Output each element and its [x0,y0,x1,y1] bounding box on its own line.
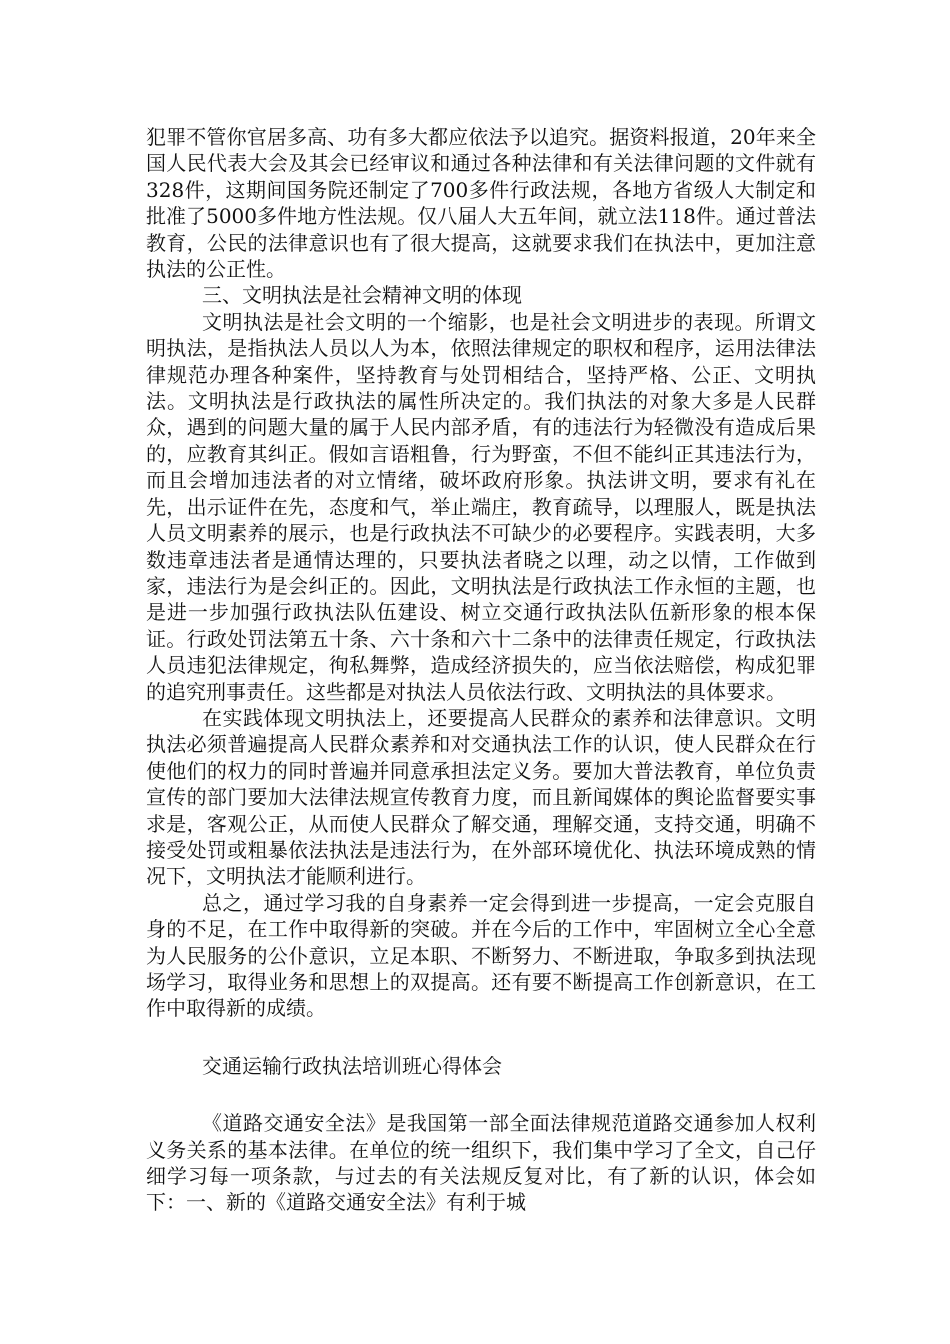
section-heading-3: 三、文明执法是社会精神文明的体现 [202,283,522,308]
paragraph-public-awareness: 在实践体现文明执法上，还要提高人民群众的素养和法律意识。文明执法必须普遍提高人民群众素养和对交通执法工作的认识，使人民群众在行使他们的权力的同时普遍并同意承担法定义务。要加大普法教育，单位负责宣传的部门要加大法律法规宣传教育力度，而且新闻媒体的舆论监督要实事求是，客观公正，从而使人民群众了解交通，理解交通，支持交通，明确不接受处罚或粗暴依法执法是违法行为，在外部环境优化、执法环境成熟的情况下，文明执法才能顺利进行。 [146,705,816,889]
document-title-2: 交通运输行政执法培训班心得体会 [202,1053,502,1078]
paragraph-conclusion: 总之，通过学习我的自身素养一定会得到进一步提高，一定会克服自身的不足，在工作中取得新的突破。并在今后的工作中，牢固树立全心全意为人民服务的公仆意识，立足本职、不断努力、不断进取，争取多到执法现场学习，取得业务和思想上的双提高。还有要不断提高工作创新意识，在工作中取得新的成绩。 [146,890,816,1021]
blank-line [146,1079,816,1110]
paragraph-road-traffic-law: 《道路交通安全法》是我国第一部全面法律规范道路交通参加人权利义务关系的基本法律。在单位的统一组织下，我们集中学习了全文，自己仔细学习每一项条款，与过去的有关法规反复对比，有了新的认识，体会如下：一、新的《道路交通安全法》有利于城 [146,1111,816,1215]
paragraph-continuation: 犯罪不管你官居多高、功有多大都应依法予以追究。据资料报道，20年来全国人民代表大会及其会已经审议和通过各种法律和有关法律问题的文件就有328件，这期间国务院还制定了700多件行政法规，各地方省级人大制定和批准了5000多件地方性法规。仅八届人大五年间，就立法118件。通过普法教育，公民的法律意识也有了很大提高，这就要求我们在执法中，更加注意执法的公正性。 [146,125,816,282]
document-page [146,124,816,1216]
blank-line [146,1022,816,1053]
paragraph-civilized-enforcement: 文明执法是社会文明的一个缩影，也是社会文明进步的表现。所谓文明执法，是指执法人员以人为本，依照法律规定的职权和程序，运用法律法律规范办理各种案件，坚持教育与处罚相结合，坚持严格、公正、文明执法。文明执法是行政执法的属性所决定的。我们执法的对象大多是人民群众，遇到的问题大量的属于人民内部矛盾，有的违法行为轻微没有造成后果的，应教育其纠正。假如言语粗鲁，行为野蛮，不但不能纠正其违法行为，而且会增加违法者的对立情绪，破坏政府形象。执法讲文明，要求有礼在先，出示证件在先，态度和气，举止端庄，教育疏导，以理服人，既是执法人员文明素养的展示，也是行政执法不可缺少的必要程序。实践表明，大多数违章违法者是通情达理的，只要执法者晓之以理，动之以情，工作做到家，违法行为是会纠正的。因此，文明执法是行政执法工作永恒的主题，也是进一步加强行政执法队伍建设、树立交通行政执法队伍新形象的根本保证。行政处罚法第五十条、六十条和六十二条中的法律责任规定，行政执法人员违犯法律规定，徇私舞弊，造成经济损失的，应当依法赔偿，构成犯罪的追究刑事责任。这些都是对执法人员依法行政、文明执法的具体要求。 [146,309,816,704]
